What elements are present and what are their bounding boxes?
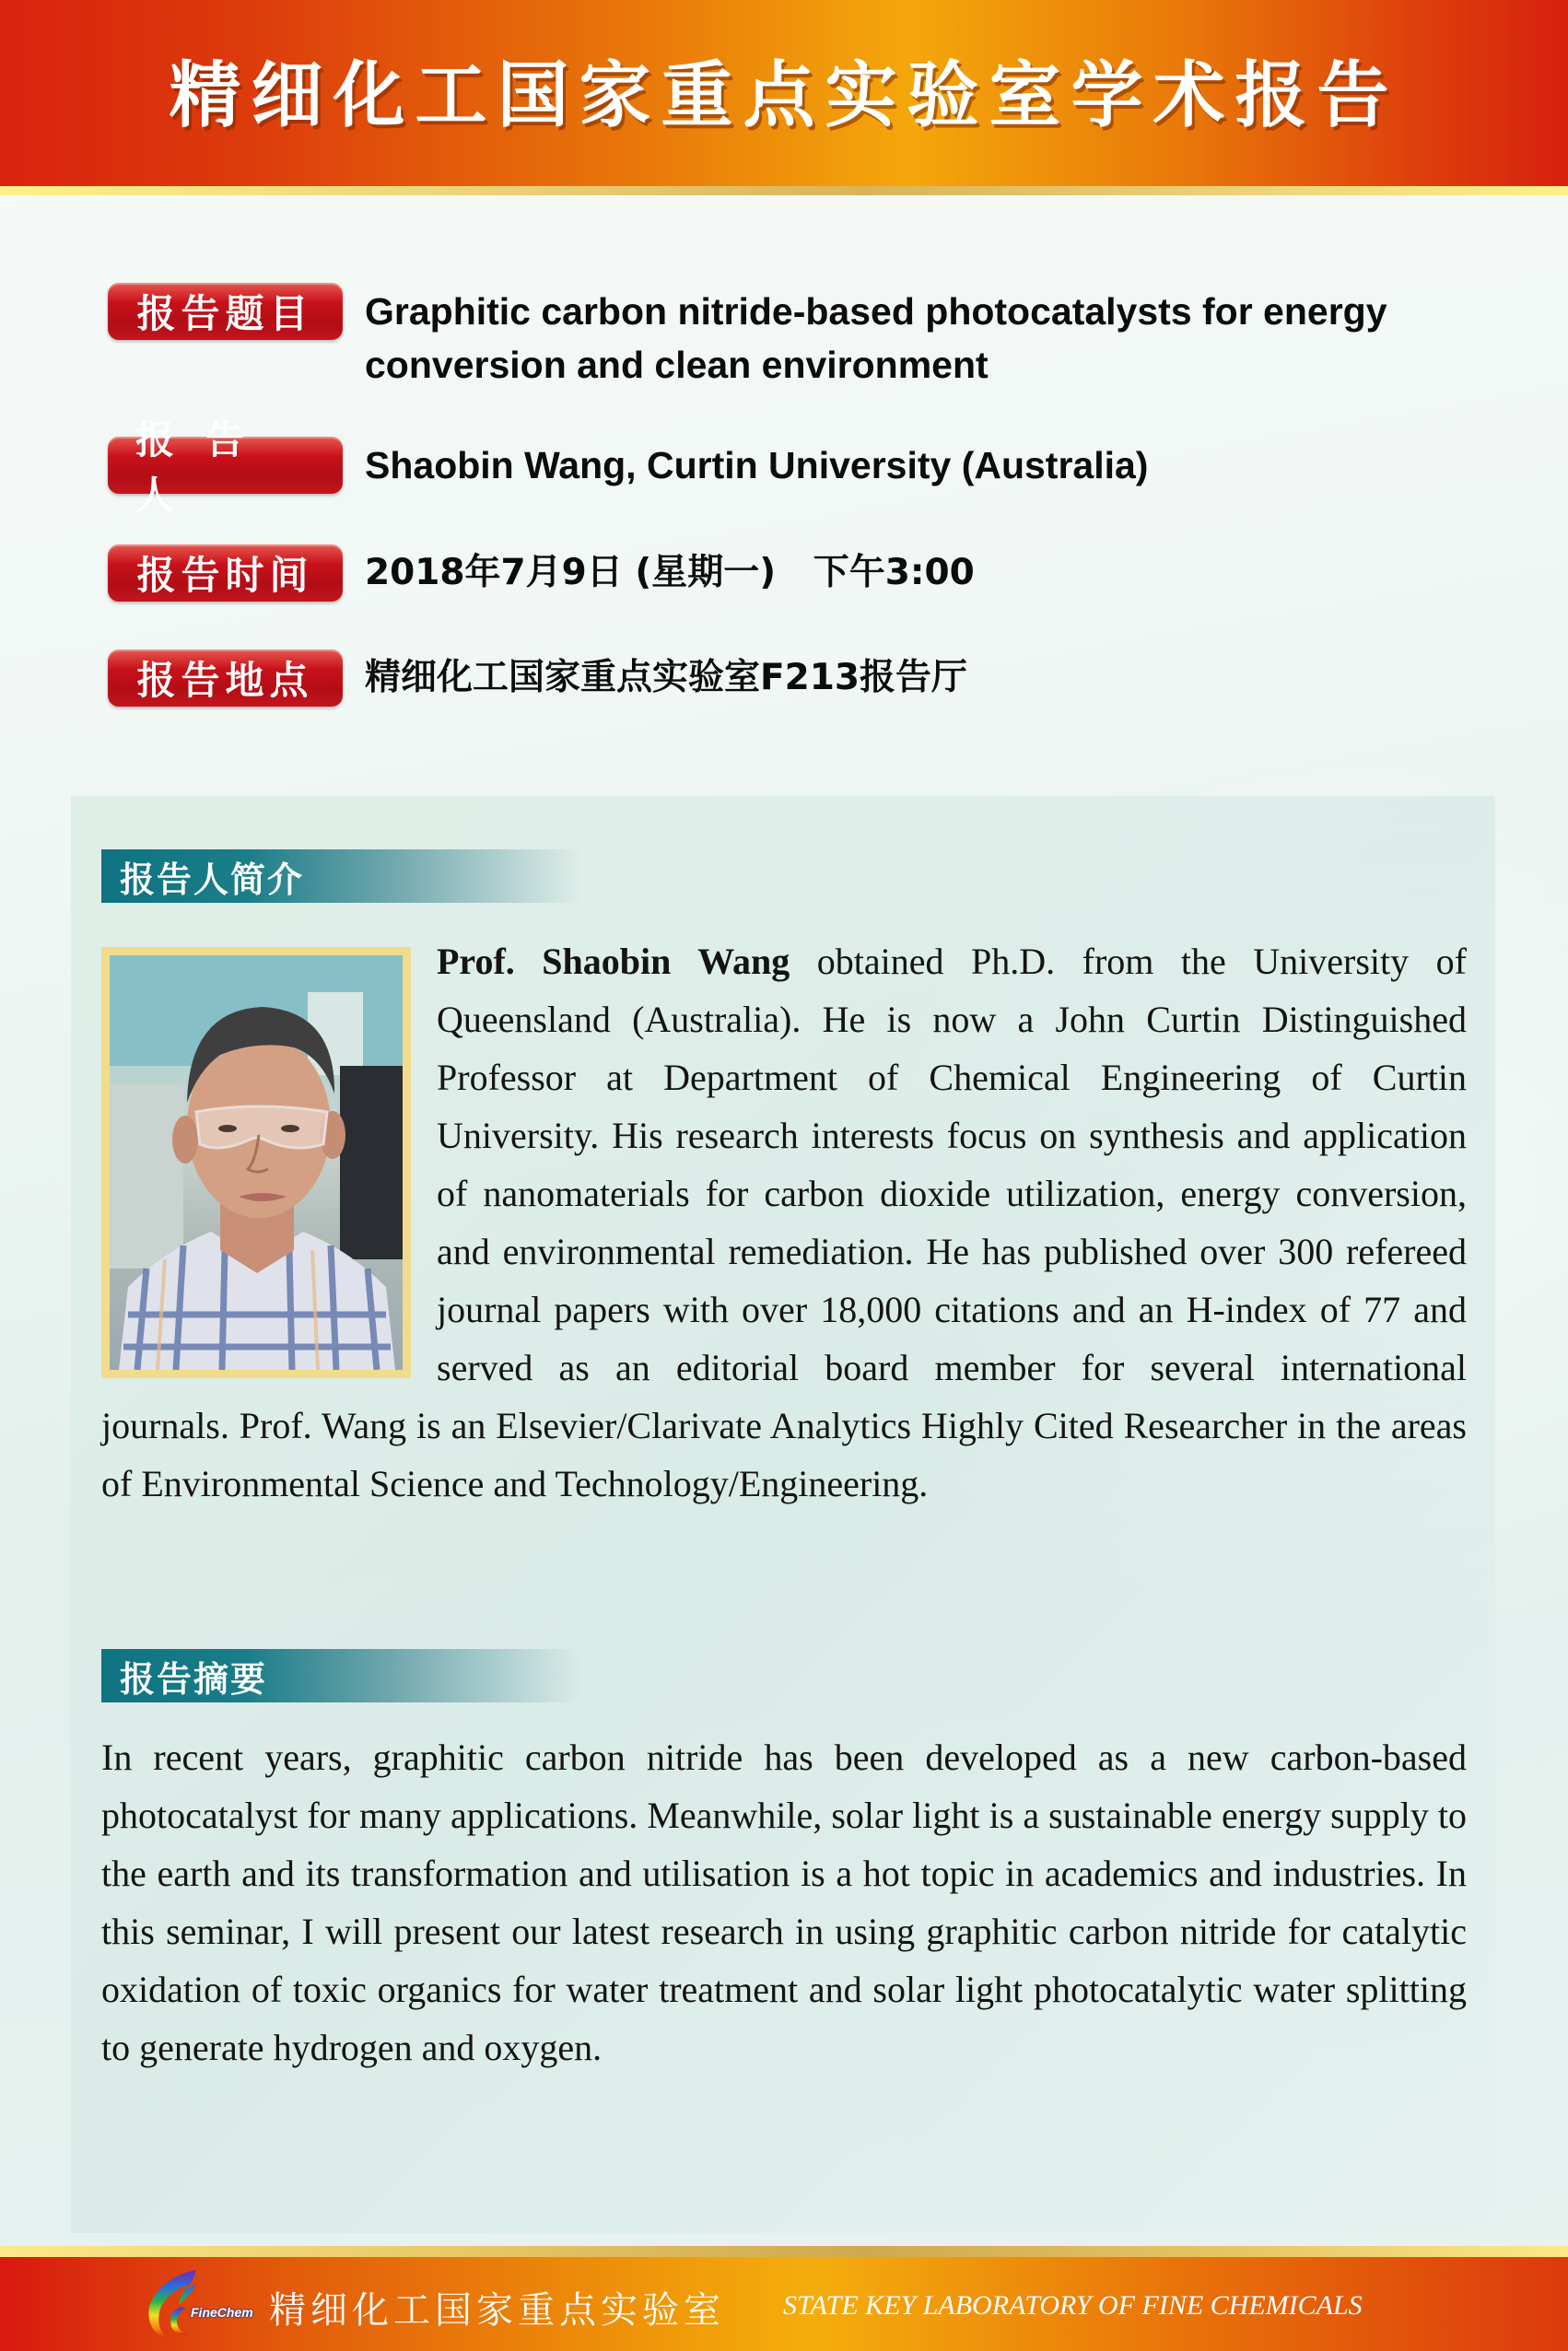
time-value: 2018年7月9日 (星期一) 下午3:00 [365,552,975,593]
bio-text: obtained Ph.D. from the University of Queensland (Australia). He is now a John Curtin Distinguished Professor at Department of Chemical Engineering of Curtin University. His research interests focus on synthesis and application of nanomaterials for carbon dioxide utilization, energy conversion, and environmental remediation. He has published over 300 refereed journal papers with over 18,000 citations and an H-index of 77 and served as an editorial board member for several international journals. Prof. Wang is an Elsevier/Clarivate Analytics Highly Cited Researcher in the areas of Environmental Science and Technology/Engineering. [101,941,1467,1504]
poster-title: 精细化工国家重点实验室学术报告 [169,54,1399,137]
logo-wordmark: FineChem [191,2305,253,2320]
photo-float-spacer [101,932,437,1354]
topic-label-badge: 报告题目 [108,283,343,340]
footer-lab-name-cn: 精细化工国家重点实验室 [269,2289,725,2332]
topic-line-1: Graphitic carbon nitride-based photocatalysts for energy [365,290,1387,333]
info-row-speaker [108,417,1149,518]
poster-header [0,0,1568,186]
info-row-topic [108,283,1387,392]
bio-section-title: 报告人简介 [120,859,305,900]
location-label-badge: 报告地点 [108,649,343,707]
time-label-badge: 报告时间 [108,544,343,602]
info-row-location [108,649,967,707]
footer-lab-name-en: STATE KEY LABORATORY OF FINE CHEMICALS [783,2290,1363,2321]
bio-paragraph [101,932,1467,1513]
location-value: 精细化工国家重点实验室F213报告厅 [365,657,968,698]
bio-speaker-name: Prof. Shaobin Wang [437,941,790,982]
bio-section-header [101,849,580,903]
topic-value [365,285,1387,392]
abstract-section-header [101,1649,580,1702]
footer-gold-divider [0,2246,1568,2257]
poster-footer [0,2257,1568,2351]
finechem-logo-icon [140,2266,214,2342]
speaker-label-badge: 报告人 [108,437,343,494]
abstract-paragraph: In recent years, graphitic carbon nitride has been developed as a new carbon-based photocatalyst for many applications. Meanwhile, solar light is a sustainable energy supply to the earth and its transformation and utilisation is a hot topic in academics and industries. In this seminar, I will present our latest research in using graphitic carbon nitride for catalytic oxidation of toxic organics for water treatment and solar light photocatalytic water splitting to generate hydrogen and oxygen. [101,1737,1467,2068]
header-gold-divider [0,186,1568,195]
speaker-value: Shaobin Wang, Curtin University (Australia) [365,444,1149,486]
abstract-section-title: 报告摘要 [120,1658,268,1700]
info-row-time [108,544,975,602]
topic-line-2: conversion and clean environment [365,344,989,386]
